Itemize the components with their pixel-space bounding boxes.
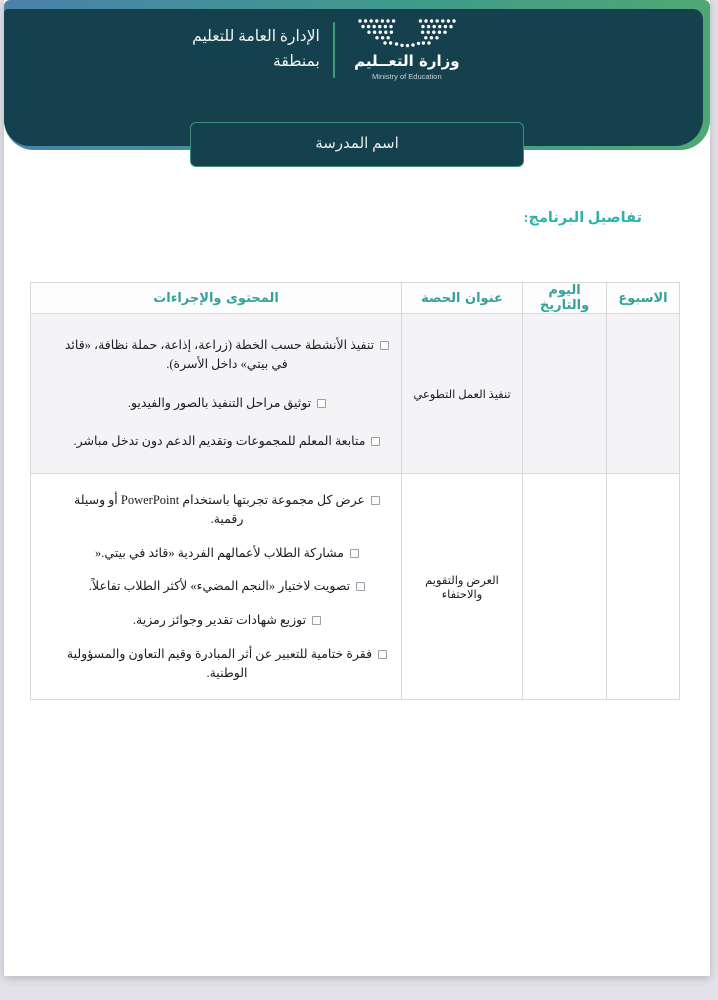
- checkbox-icon[interactable]: [356, 582, 365, 591]
- checklist-item: [37, 491, 395, 529]
- header-banner: [4, 0, 710, 150]
- logo-name-english: Ministry of Education: [372, 72, 442, 81]
- checklist-item-text: عرض كل مجموعة تجربتها باستخدام PowerPoint أو وسيلة رقمية.: [74, 493, 365, 526]
- content-procedures-cell: [31, 314, 402, 474]
- checkbox-icon[interactable]: [371, 437, 380, 446]
- department-line2: بمنطقة: [273, 52, 320, 70]
- section-title: تفاصيل البرنامج:: [523, 210, 642, 226]
- ministry-logo: [348, 18, 466, 81]
- table-header-session-title: عنوان الحصة: [402, 283, 523, 314]
- session-title-cell: تنفيذ العمل التطوعي: [402, 314, 523, 474]
- table-row: [31, 474, 680, 700]
- session-title-cell: العرض والتقويم والاحتفاء: [402, 474, 523, 700]
- table-header-week: الاسبوع: [607, 283, 680, 314]
- content-procedures-cell: [31, 474, 402, 700]
- checkbox-icon[interactable]: [378, 650, 387, 659]
- checklist-item: [37, 394, 395, 413]
- checkbox-icon[interactable]: [312, 616, 321, 625]
- checklist-item-text: توزيع شهادات تقدير وجوائز رمزية.: [132, 613, 307, 627]
- table-header-day-date: اليوم والتاريخ: [523, 283, 607, 314]
- checklist-item-text: متابعة المعلم للمجموعات وتقديم الدعم دون تدخل مباشر.: [73, 434, 366, 449]
- checklist-item: [37, 577, 395, 596]
- department-title: [192, 25, 320, 73]
- checklist-item: [37, 544, 395, 563]
- checkbox-icon[interactable]: [380, 341, 389, 350]
- day-date-cell: [523, 314, 607, 474]
- table-header-content: المحتوى والإجراءات: [31, 283, 402, 314]
- checklist-item: [37, 336, 395, 374]
- brand-row: [0, 18, 682, 81]
- checklist-item-text: تنفيذ الأنشطة حسب الخطة (زراعة، إذاعة، حملة نظافة، «قائد في بيتي» داخل الأسرة).: [64, 338, 375, 371]
- logo-name-arabic: وزارة التعــليم: [354, 52, 460, 70]
- checklist-item-text: مشاركة الطلاب لأعمالهم الفردية «قائد في بيتي.«: [95, 545, 344, 560]
- school-name-box[interactable]: اسم المدرسة: [190, 122, 524, 167]
- checkbox-icon[interactable]: [317, 399, 326, 408]
- document-page: [4, 0, 710, 976]
- week-cell: [607, 314, 680, 474]
- checkbox-icon[interactable]: [371, 496, 380, 505]
- logo-dots-icon: [357, 18, 457, 48]
- table-row: [31, 314, 680, 474]
- brand-divider: [333, 22, 335, 78]
- checklist-item-text: فقرة ختامية للتعبير عن أثر المبادرة وقيم التعاون والمسؤولية الوطنية.: [66, 646, 373, 680]
- week-cell: [607, 474, 680, 700]
- department-line1: الإدارة العامة للتعليم: [192, 28, 320, 46]
- checklist-item: [37, 645, 395, 683]
- program-table: [30, 282, 680, 700]
- checkbox-icon[interactable]: [350, 549, 359, 558]
- checklist-item-text: توثيق مراحل التنفيذ بالصور والفيديو.: [127, 395, 312, 410]
- day-date-cell: [523, 474, 607, 700]
- checklist-item: [37, 611, 395, 630]
- checklist-item: [37, 432, 395, 451]
- checklist-item-text: تصويت لاختيار «النجم المضيء» لأكثر الطلاب تفاعلاً.: [88, 579, 351, 594]
- program-table-wrap: [30, 282, 680, 700]
